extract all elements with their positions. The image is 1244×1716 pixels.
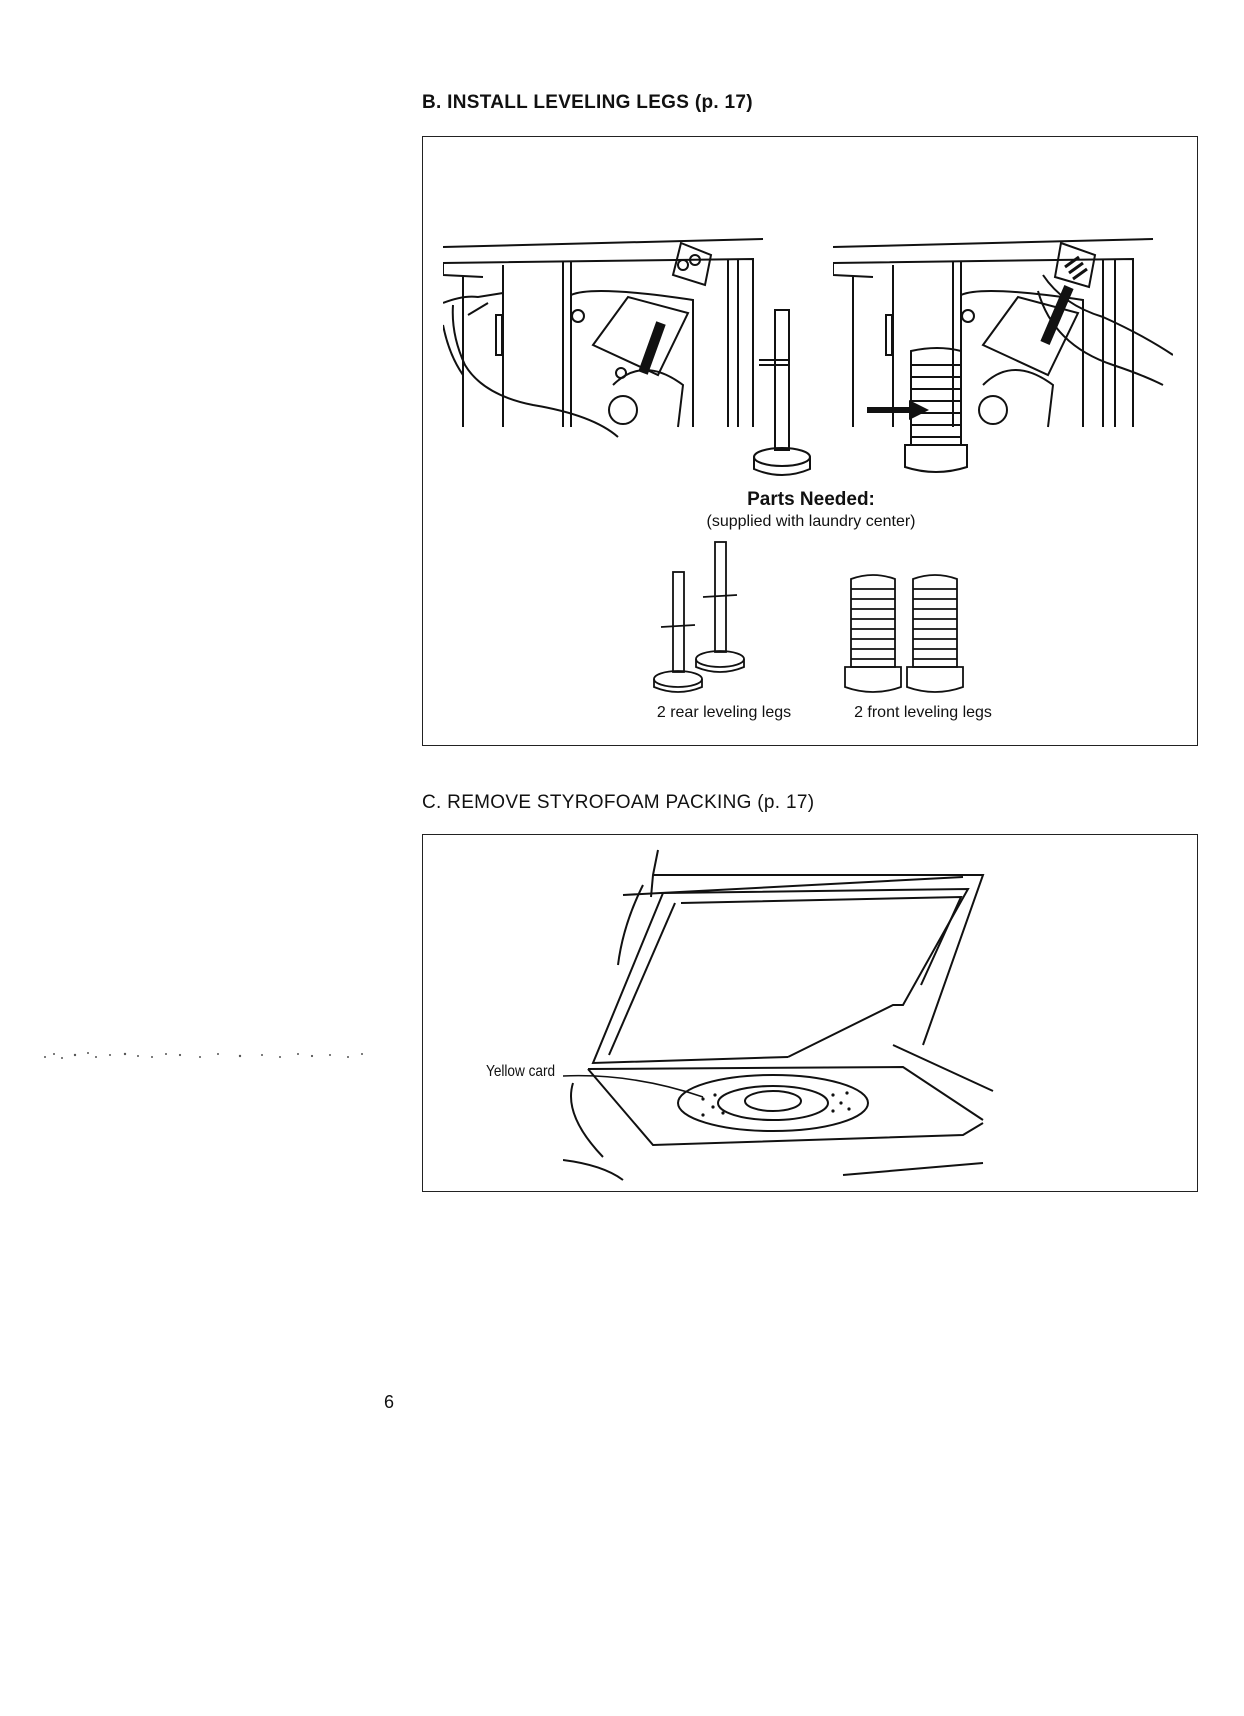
front-leveling-legs-illustration bbox=[843, 567, 973, 707]
styrofoam-packing-panel bbox=[422, 834, 1198, 1192]
rear-leveling-legs-illustration bbox=[653, 537, 783, 707]
leveling-legs-panel bbox=[422, 136, 1198, 746]
parts-needed-heading: Parts Needed: bbox=[747, 489, 875, 510]
scan-noise-artifact bbox=[40, 1045, 370, 1065]
rear-leg-installation-illustration bbox=[443, 205, 818, 505]
rear-legs-caption: 2 rear leveling legs bbox=[656, 704, 792, 721]
parts-needed-subtitle: (supplied with laundry center) bbox=[706, 513, 916, 530]
page-number: 6 bbox=[384, 1392, 395, 1412]
yellow-card-callout: Yellow card bbox=[486, 1063, 556, 1080]
front-legs-caption: 2 front leveling legs bbox=[854, 704, 992, 721]
section-c-heading: C. REMOVE STYROFOAM PACKING (p. 17) bbox=[422, 792, 815, 813]
washer-open-lid-illustration bbox=[563, 845, 1123, 1185]
front-leg-installation-illustration bbox=[833, 205, 1173, 505]
section-b-heading: B. INSTALL LEVELING LEGS (p. 17) bbox=[422, 92, 753, 113]
